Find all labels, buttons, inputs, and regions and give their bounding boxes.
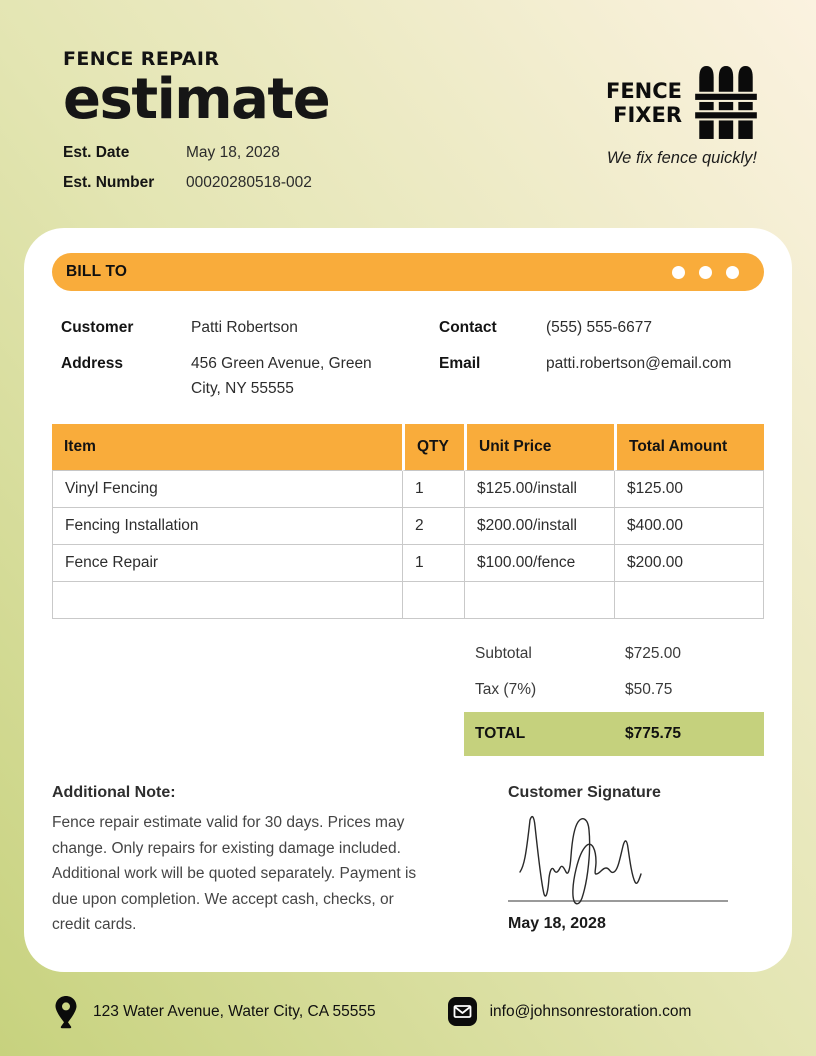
- bill-to-title: BILL TO: [66, 263, 128, 280]
- tax-row: [464, 672, 764, 708]
- footer-email-group: [448, 997, 692, 1026]
- company-name-line1: FENCE: [605, 78, 682, 103]
- customer-label: Customer: [61, 319, 134, 336]
- column-header-item: Item: [52, 424, 402, 471]
- tax-value: $50.75: [625, 681, 673, 698]
- totals-section: [464, 636, 764, 756]
- est-number-label: Est. Number: [63, 173, 155, 191]
- unit-price-cell: [464, 582, 614, 619]
- document-footer: [0, 995, 816, 1029]
- envelope-icon: [448, 997, 477, 1026]
- address-value: 456 Green Avenue, Green City, NY 55555: [191, 355, 372, 397]
- company-logo: [606, 66, 757, 168]
- unit-price-cell: $200.00/install: [464, 508, 614, 545]
- item-cell: [52, 582, 402, 619]
- footer-address-group: [52, 995, 376, 1029]
- customer-details: [52, 315, 764, 401]
- signature-title: Customer Signature: [508, 784, 661, 801]
- subtotal-row: [464, 636, 764, 672]
- footer-email: info@johnsonrestoration.com: [489, 1002, 692, 1020]
- contact-label: Contact: [439, 319, 497, 336]
- table-row: [52, 508, 764, 545]
- unit-price-cell: $100.00/fence: [464, 545, 614, 582]
- fence-icon: [695, 66, 757, 140]
- signature-block: [508, 784, 764, 938]
- total-row: [464, 712, 764, 756]
- document-header: [0, 0, 816, 228]
- table-row: [52, 471, 764, 508]
- bill-to-bar: [52, 253, 764, 291]
- est-date-value: May 18, 2028: [186, 143, 280, 161]
- customer-value: Patti Robertson: [191, 319, 298, 336]
- estimate-subtitle: FENCE REPAIR: [63, 48, 220, 70]
- signature-line: [508, 900, 728, 902]
- signature-icon: [516, 806, 646, 914]
- total-amount-cell: $125.00: [614, 471, 764, 508]
- unit-price-cell: $125.00/install: [464, 471, 614, 508]
- note-body: Fence repair estimate valid for 30 days. Prices may change. Only repairs for existing damage included. Additional work will be quoted separately. Payment is due upon completion. We accept cash, checks, or credit cards.: [52, 814, 417, 933]
- qty-cell: [402, 582, 464, 619]
- dot-icon: [726, 266, 739, 279]
- column-header-qty: QTY: [402, 424, 464, 471]
- total-amount-cell: $200.00: [614, 545, 764, 582]
- footer-address: 123 Water Avenue, Water City, CA 55555: [93, 1002, 376, 1020]
- total-label: TOTAL: [475, 725, 526, 742]
- est-number-row: [63, 174, 756, 192]
- note-and-signature: [52, 784, 764, 938]
- additional-note: [52, 784, 424, 938]
- company-name: [606, 79, 682, 127]
- total-amount-cell: [614, 582, 764, 619]
- item-cell: Fencing Installation: [52, 508, 402, 545]
- estimate-card: [24, 228, 792, 972]
- company-name-line2: FIXER: [613, 103, 682, 127]
- location-pin-icon: [52, 995, 80, 1029]
- total-amount-cell: $400.00: [614, 508, 764, 545]
- item-cell: Fence Repair: [52, 545, 402, 582]
- email-value: patti.robertson@email.com: [546, 355, 732, 372]
- qty-cell: 1: [402, 545, 464, 582]
- table-row-empty: [52, 582, 764, 619]
- item-cell: Vinyl Fencing: [52, 471, 402, 508]
- address-label: Address: [61, 355, 124, 372]
- company-tagline: We fix fence quickly!: [606, 149, 757, 167]
- contact-value: (555) 555-6677: [546, 319, 652, 336]
- qty-cell: 2: [402, 508, 464, 545]
- total-value: $775.75: [625, 725, 682, 742]
- est-number-value: 00020280518-002: [186, 173, 312, 191]
- tax-label: Tax (7%): [475, 681, 537, 698]
- column-header-unit-price: Unit Price: [464, 424, 614, 471]
- subtotal-value: $725.00: [625, 645, 682, 662]
- column-header-total-amount: Total Amount: [614, 424, 764, 471]
- qty-cell: 1: [402, 471, 464, 508]
- items-table: [52, 424, 764, 619]
- signature-date: May 18, 2028: [508, 915, 606, 932]
- page-title: estimate: [63, 67, 330, 132]
- est-date-label: Est. Date: [63, 143, 130, 161]
- note-title: Additional Note:: [52, 784, 176, 801]
- subtotal-label: Subtotal: [475, 645, 532, 662]
- decorative-dots: [672, 266, 739, 279]
- table-header-row: [52, 424, 764, 471]
- email-label: Email: [439, 355, 481, 372]
- dot-icon: [699, 266, 712, 279]
- table-row: [52, 545, 764, 582]
- dot-icon: [672, 266, 685, 279]
